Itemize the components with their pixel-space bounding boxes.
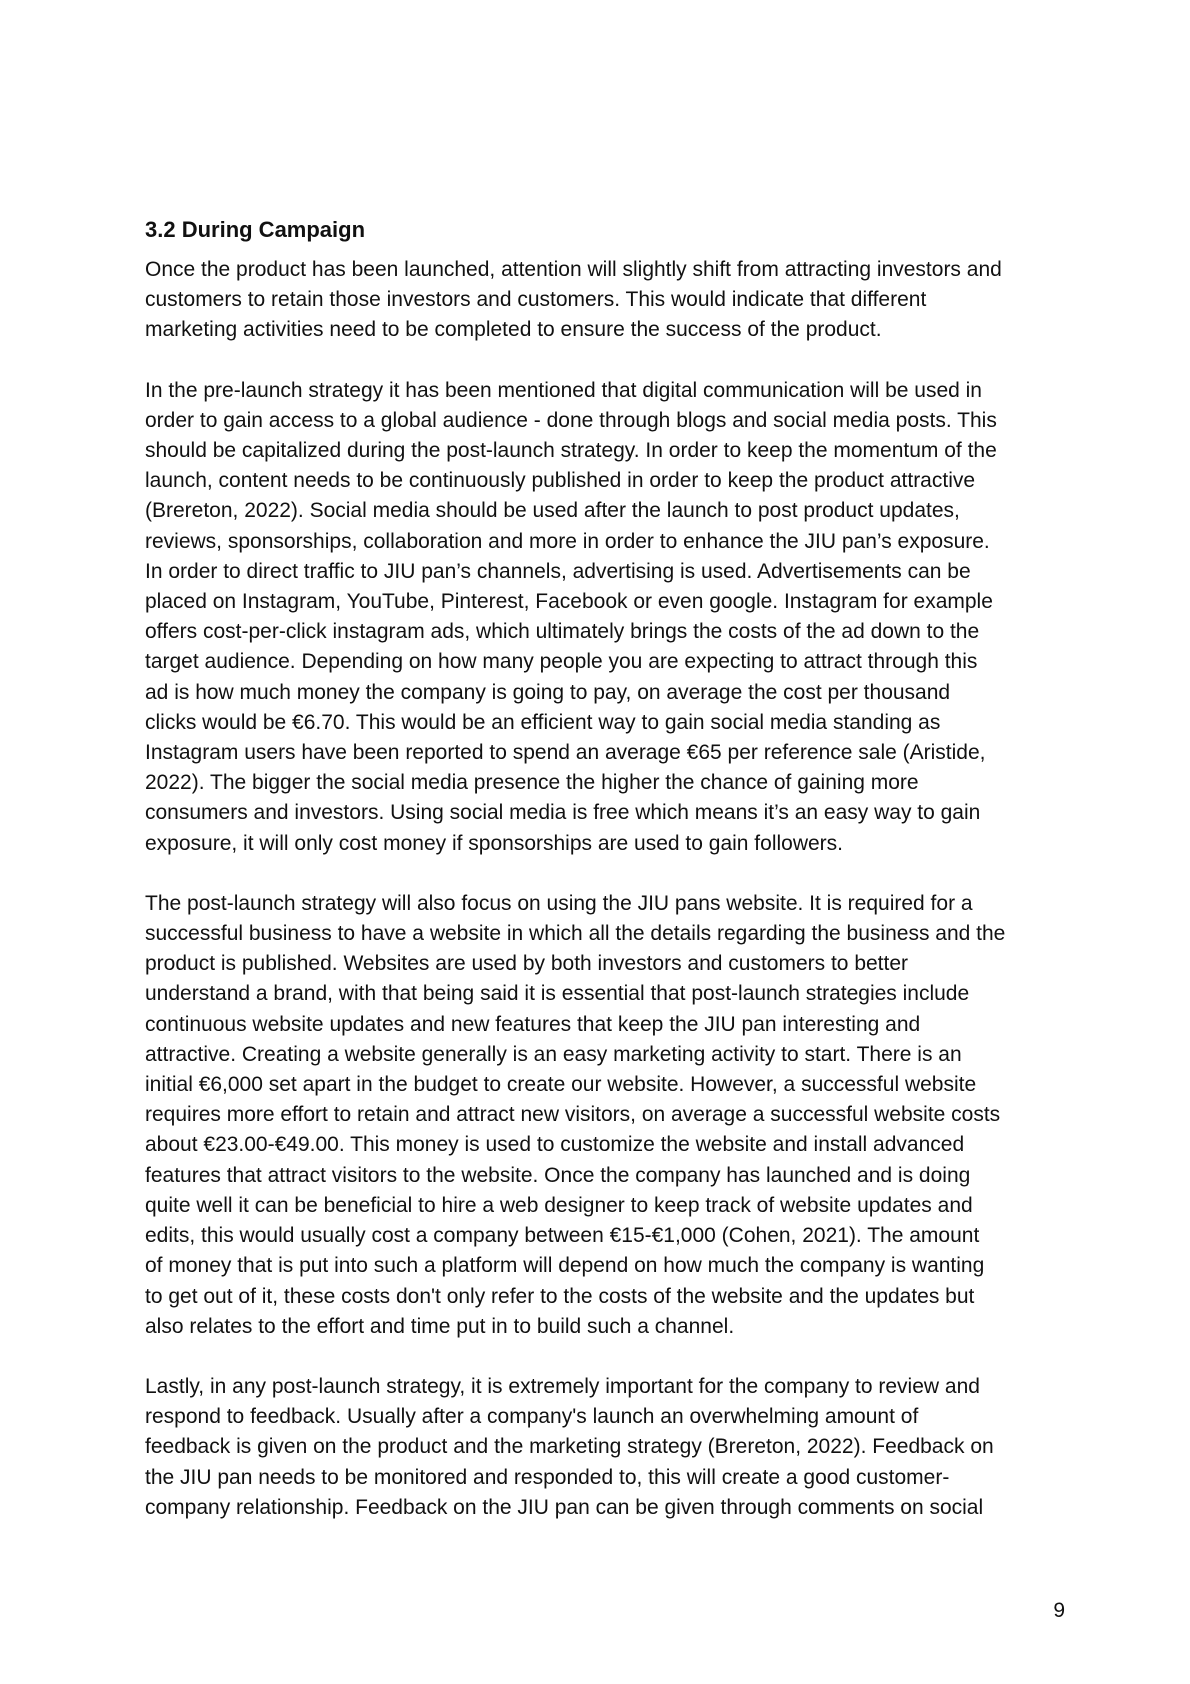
text-line: customers to retain those investors and customers. This would indicate that different bbox=[145, 288, 927, 312]
text-line: to get out of it, these costs don't only refer to the costs of the website and the updates but bbox=[145, 1284, 975, 1308]
text-line: launch, content needs to be continuously published in order to keep the product attractive bbox=[145, 469, 976, 493]
text-line: respond to feedback. Usually after a company's launch an overwhelming amount of bbox=[145, 1405, 919, 1429]
text-line: placed on Instagram, YouTube, Pinterest, Facebook or even google. Instagram for example bbox=[145, 590, 993, 614]
text-line: The post-launch strategy will also focus on using the JIU pans website. It is required for a bbox=[145, 891, 973, 915]
text-line: reviews, sponsorships, collaboration and more in order to enhance the JIU pan’s exposure. bbox=[145, 529, 990, 553]
text-line: successful business to have a website in which all the details regarding the business and the bbox=[145, 922, 1006, 946]
text-line: feedback is given on the product and the marketing strategy (Brereton, 2022). Feedback on bbox=[145, 1435, 994, 1459]
text-line: edits, this would usually cost a company between €15-€1,000 (Cohen, 2021). The amount bbox=[145, 1224, 980, 1248]
text-line: order to gain access to a global audience - done through blogs and social media posts. This bbox=[145, 408, 997, 432]
body-text bbox=[145, 255, 1065, 1523]
page-number: 9 bbox=[1053, 1599, 1065, 1622]
text-line: also relates to the effort and time put in to build such a channel. bbox=[145, 1314, 735, 1338]
text-line: features that attract visitors to the website. Once the company has launched and is doing bbox=[145, 1163, 971, 1187]
text-line: (Brereton, 2022). Social media should be used after the launch to post product updates, bbox=[145, 499, 960, 523]
text-line: understand a brand, with that being said it is essential that post-launch strategies include bbox=[145, 982, 970, 1006]
text-line: In the pre-launch strategy it has been mentioned that digital communication will be used in bbox=[145, 378, 982, 402]
text-line: of money that is put into such a platform will depend on how much the company is wanting bbox=[145, 1254, 985, 1278]
text-line: In order to direct traffic to JIU pan’s channels, advertising is used. Advertisements can be bbox=[145, 559, 971, 583]
section-heading: 3.2 During Campaign bbox=[145, 217, 366, 242]
text-line: Once the product has been launched, attention will slightly shift from attracting investors and bbox=[145, 258, 1002, 281]
text-line: 2022). The bigger the social media presence the higher the chance of gaining more bbox=[145, 771, 919, 795]
paragraph bbox=[145, 1372, 1065, 1523]
text-line: continuous website updates and new features that keep the JIU pan interesting and bbox=[145, 1012, 921, 1036]
text-line: company relationship. Feedback on the JIU pan can be given through comments on social bbox=[145, 1495, 984, 1519]
text-line: ad is how much money the company is going to pay, on average the cost per thousand bbox=[145, 680, 951, 704]
paragraph bbox=[145, 376, 1065, 859]
text-line: target audience. Depending on how many people you are expecting to attract through this bbox=[145, 650, 978, 674]
text-line: Lastly, in any post-launch strategy, it is extremely important for the company to review and bbox=[145, 1374, 980, 1398]
text-line: offers cost-per-click instagram ads, which ultimately brings the costs of the ad down to the bbox=[145, 620, 980, 644]
paragraph bbox=[145, 255, 1065, 346]
text-line: quite well it can be beneficial to hire a web designer to keep track of website updates and bbox=[145, 1193, 973, 1217]
page-content bbox=[145, 215, 1065, 1553]
text-line: attractive. Creating a website generally is an easy marketing activity to start. There is an bbox=[145, 1042, 962, 1066]
text-line: about €23.00-€49.00. This money is used to customize the website and install advanced bbox=[145, 1133, 965, 1157]
text-line: requires more effort to retain and attract new visitors, on average a successful website costs bbox=[145, 1103, 1001, 1127]
text-line: Instagram users have been reported to spend an average €65 per reference sale (Aristide, bbox=[145, 741, 986, 765]
paragraph bbox=[145, 889, 1065, 1342]
text-line: marketing activities need to be completed to ensure the success of the product. bbox=[145, 318, 882, 342]
text-line: product is published. Websites are used by both investors and customers to better bbox=[145, 952, 909, 976]
text-line: clicks would be €6.70. This would be an efficient way to gain social media standing as bbox=[145, 710, 941, 734]
text-line: should be capitalized during the post-launch strategy. In order to keep the momentum of the bbox=[145, 439, 997, 463]
text-line: initial €6,000 set apart in the budget to create our website. However, a successful website bbox=[145, 1073, 977, 1097]
text-line: exposure, it will only cost money if sponsorships are used to gain followers. bbox=[145, 831, 844, 855]
text-line: consumers and investors. Using social media is free which means it’s an easy way to gain bbox=[145, 801, 981, 825]
text-line: the JIU pan needs to be monitored and responded to, this will create a good customer- bbox=[145, 1465, 950, 1489]
